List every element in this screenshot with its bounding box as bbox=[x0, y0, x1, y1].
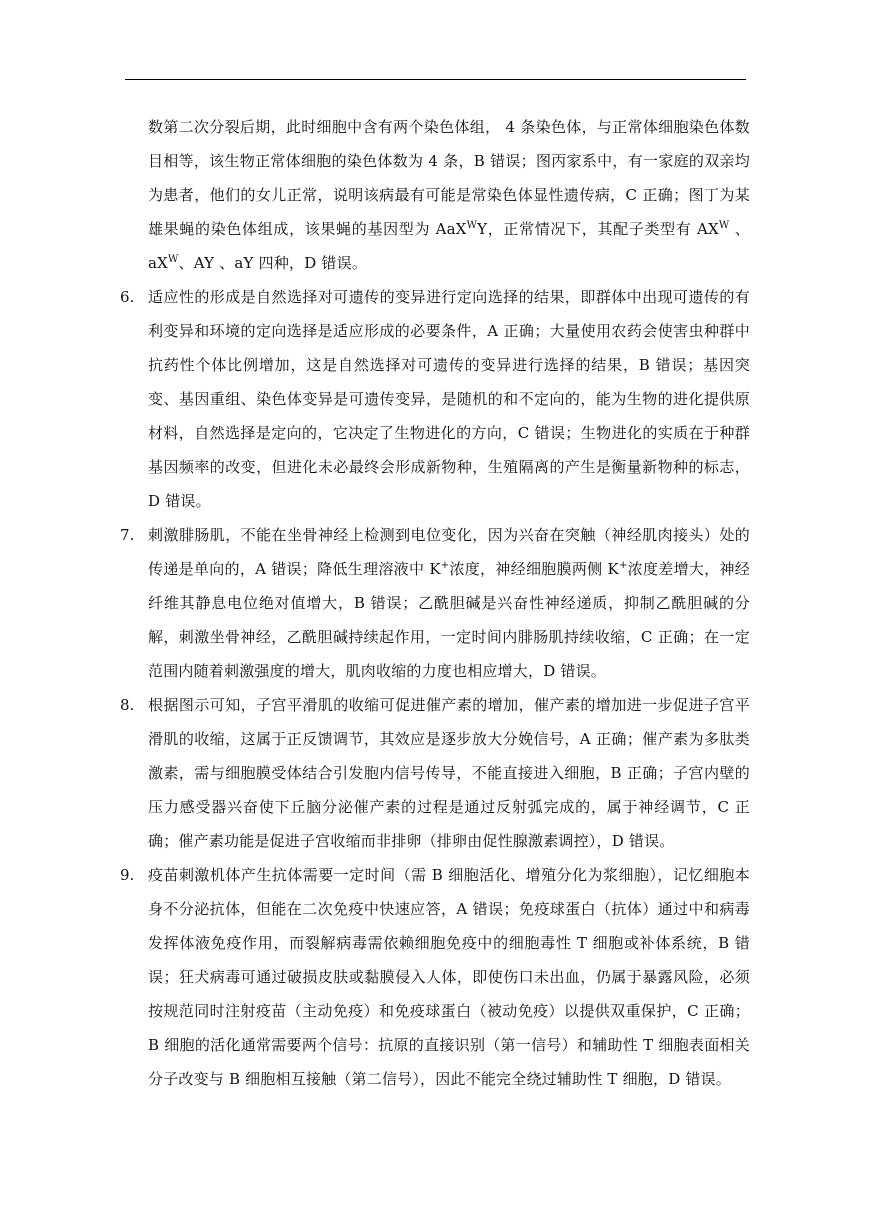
text-run: 数第二次分裂后期，此时细胞中含有两个染色体组， 4 条染色体，与正常体细胞染色体数目相等，该生物正常体细胞的染色体数为 4 条，B 错误；图丙家系中，有一家庭的双亲均为患者，他们的女儿正常，说明该病最有可能是常染色体显性遗传病，C 正确；图丁为某雄果蝇的染色体组成，该果蝇的基因型为 AaX bbox=[148, 118, 750, 238]
text-run: 适应性的形成是自然选择对可遗传的变异进行定向选择的结果，即群体中出现可遗传的有利变异和环境的定向选择是适应形成的必要条件，A 正确；大量使用农药会使害虫种群中抗药性个体比例增加，这是自然选择对可遗传的变异进行选择的结果，B 错误；基因突变、基因重组、染色体变异是可遗传变异，是随机的和不定向的，能为生物的进化提供原材料，自然选择是定向的，它决定了生物进化的方向，C 错误；生物进化的实质在于种群基因频率的改变，但进化未必最终会形成新物种，生殖隔离的产生是衡量新物种的标志，D 错误。 bbox=[148, 288, 750, 510]
text-run: 刺激腓肠肌，不能在坐骨神经上检测到电位变化，因为兴奋在突触（神经肌肉接头）处的传递是单向的，A 错误；降低生理溶液中 K bbox=[148, 526, 750, 578]
paragraph-9 bbox=[120, 858, 750, 1096]
paragraph-5-continued bbox=[120, 110, 750, 280]
paragraph-body bbox=[148, 280, 750, 518]
paragraph-number: 9. bbox=[120, 866, 135, 884]
paragraph-body bbox=[148, 858, 750, 1096]
superscript: + bbox=[618, 560, 628, 571]
superscript: W bbox=[466, 220, 478, 231]
paragraph-body bbox=[120, 110, 750, 280]
superscript: W bbox=[718, 220, 730, 231]
text-run: 、AY 、aY 四种，D 错误。 bbox=[178, 254, 368, 272]
paragraph-8 bbox=[120, 688, 750, 858]
paragraph-number: 7. bbox=[120, 526, 135, 544]
paragraph-6 bbox=[120, 280, 750, 518]
superscript: + bbox=[440, 560, 450, 571]
answer-explanations bbox=[120, 110, 750, 1096]
text-run: 浓度，神经细胞膜两侧 K bbox=[449, 560, 619, 578]
paragraph-7 bbox=[120, 518, 750, 688]
text-run: 根据图示可知，子宫平滑肌的收缩可促进催产素的增加，催产素的增加进一步促进子宫平滑肌的收缩，这属于正反馈调节，其效应是逐步放大分娩信号，A 正确；催产素为多肽类激素，需与细胞膜受体结合引发胞内信号传导，不能直接进入细胞，B 正确；子宫内壁的压力感受器兴奋使下丘脑分泌催产素的过程是通过反射弧完成的，属于神经调节，C 正确；催产素功能是促进子宫收缩而非排卵（排卵由促性腺激素调控），D 错误。 bbox=[148, 696, 750, 850]
text-run: Y，正常情况下，其配子类型有 AX bbox=[477, 220, 719, 238]
header-rule bbox=[125, 79, 746, 80]
paragraph-number: 8. bbox=[120, 696, 135, 714]
superscript: W bbox=[168, 254, 179, 265]
text-run: 疫苗刺激机体产生抗体需要一定时间（需 B 细胞活化、增殖分化为浆细胞），记忆细胞本身不分泌抗体，但能在二次免疫中快速应答，A 错误；免疫球蛋白（抗体）通过中和病毒发挥体液免疫作用，而裂解病毒需依赖细胞免疫中的细胞毒性 T 细胞或补体系统，B 错误；狂犬病毒可通过破损皮肤或黏膜侵入人体，即使伤口未出血，仍属于暴露风险，必须按规范同时注射疫苗（主动免疫）和免疫球蛋白（被动免疫）以提供双重保护，C 正确；B 细胞的活化通常需要两个信号：抗原的直接识别（第一信号）和辅助性 T 细胞表面相关分子改变与 B 细胞相互接触（第二信号），因此不能完全绕过辅助性 T 细胞，D 错误。 bbox=[148, 866, 750, 1088]
paragraph-body bbox=[148, 688, 750, 858]
text-run: 浓度差增大，神经纤维其静息电位绝对值增大，B 错误；乙酰胆碱是兴奋性神经递质，抑制乙酰胆碱的分解，刺激坐骨神经，乙酰胆碱持续起作用，一定时间内腓肠肌持续收缩，C 正确；在一定范围内随着刺激强度的增大，肌肉收缩的力度也相应增大，D 错误。 bbox=[148, 560, 750, 680]
paragraph-body bbox=[148, 518, 750, 688]
paragraph-number: 6. bbox=[120, 288, 135, 306]
text-run: 、aX bbox=[148, 220, 751, 272]
